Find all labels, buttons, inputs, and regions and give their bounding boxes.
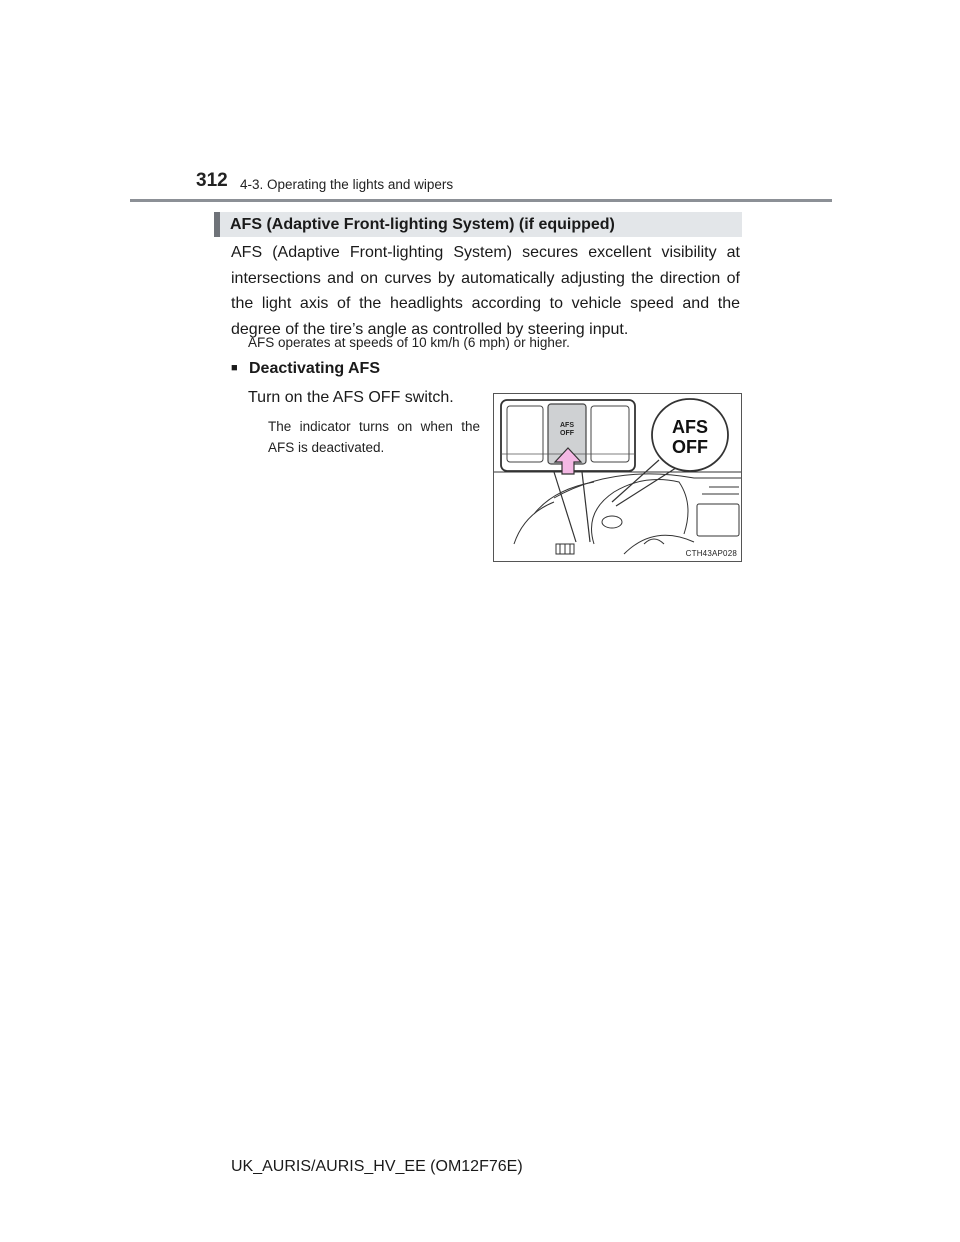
section-path: 4-3. Operating the lights and wipers (240, 177, 454, 192)
header-rule (130, 199, 832, 202)
dashboard-lines (494, 472, 742, 554)
page-number: 312 (196, 170, 228, 191)
footer-manual-id: UK_AURIS/AURIS_HV_EE (OM12F76E) (231, 1158, 523, 1175)
indicator-zoom-circle (652, 399, 728, 471)
section-heading: AFS (Adaptive Front-lighting System) (if equipped) (214, 212, 742, 237)
subheading-deactivating (231, 360, 380, 378)
instruction-text: Turn on the AFS OFF switch. (248, 389, 454, 406)
indicator-label-line2: OFF (672, 437, 708, 457)
speed-note: AFS operates at speeds of 10 km/h (6 mph) or higher. (248, 335, 570, 350)
square-bullet-icon: ■ (231, 362, 238, 374)
indicator-label-line1: AFS (672, 417, 708, 437)
afs-switch-figure (493, 393, 742, 562)
dashboard-illustration (494, 394, 742, 562)
switch-label-line2: OFF (560, 430, 574, 437)
indicator-note: The indicator turns on when the AFS is deactivated. (268, 419, 480, 455)
figure-code: CTH43AP028 (685, 549, 737, 558)
body-paragraph: AFS (Adaptive Front-lighting System) secures excellent visibility at intersections and on curves by automatically adjusting the direction of the light axis of the headlights according to vehicle speed and the degree of the tire’s angle as controlled by steering input. (231, 244, 740, 338)
switch-label-line1: AFS (560, 422, 574, 429)
subheading-text: Deactivating AFS (249, 360, 380, 377)
